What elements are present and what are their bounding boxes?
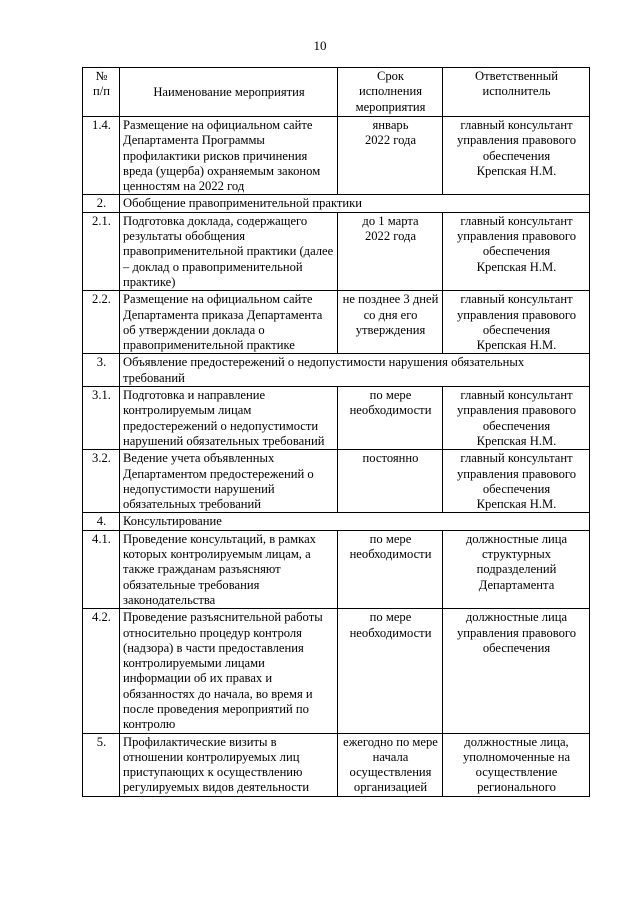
table-row bbox=[83, 387, 590, 450]
event-name: Проведение консультаций, в рамках которых контролируемым лицам, а также гражданам разъясняют обязательные требования законодательства bbox=[120, 530, 338, 608]
event-name: Ведение учета объявленных Департаментом предостережений о недопустимости нарушений обязательных требований bbox=[120, 450, 338, 513]
event-responsible: должностные лица, уполномоченные на осуществление регионального bbox=[443, 733, 590, 796]
table-section-row bbox=[83, 195, 590, 212]
section-number: 4. bbox=[83, 513, 120, 530]
event-name: Профилактические визиты в отношении контролируемых лиц приступающих к осуществлению регулируемых видов деятельности bbox=[120, 733, 338, 796]
event-deadline: ежегодно по мере начала осуществления организацией bbox=[338, 733, 443, 796]
table-row bbox=[83, 609, 590, 733]
event-number: 1.4. bbox=[83, 117, 120, 195]
section-number: 3. bbox=[83, 354, 120, 387]
section-title: Обобщение правоприменительной практики bbox=[120, 195, 590, 212]
section-title: Объявление предостережений о недопустимости нарушения обязательных требований bbox=[120, 354, 590, 387]
event-responsible: главный консультант управления правового обеспечения Крепская Н.М. bbox=[443, 450, 590, 513]
event-number: 2.2. bbox=[83, 291, 120, 354]
event-responsible: должностные лица структурных подразделений Департамента bbox=[443, 530, 590, 608]
event-responsible: должностные лица управления правового обеспечения bbox=[443, 609, 590, 733]
event-deadline: январь 2022 года bbox=[338, 117, 443, 195]
table-row bbox=[83, 733, 590, 796]
event-responsible: главный консультант управления правового обеспечения Крепская Н.М. bbox=[443, 291, 590, 354]
event-number: 3.2. bbox=[83, 450, 120, 513]
event-number: 4.1. bbox=[83, 530, 120, 608]
event-responsible: главный консультант управления правового обеспечения Крепская Н.М. bbox=[443, 212, 590, 290]
header-event-name: Наименование мероприятия bbox=[120, 68, 338, 117]
section-title: Консультирование bbox=[120, 513, 590, 530]
table-section-row bbox=[83, 354, 590, 387]
event-number: 3.1. bbox=[83, 387, 120, 450]
event-name: Подготовка и направление контролируемым лицам предостережений о недопустимости нарушений обязательных требований bbox=[120, 387, 338, 450]
event-responsible: главный консультант управления правового обеспечения Крепская Н.М. bbox=[443, 117, 590, 195]
event-name: Подготовка доклада, содержащего результаты обобщения правоприменительной практики (далее – доклад о правоприменительной практике) bbox=[120, 212, 338, 290]
event-deadline: постоянно bbox=[338, 450, 443, 513]
event-deadline: по мере необходимости bbox=[338, 609, 443, 733]
event-number: 4.2. bbox=[83, 609, 120, 733]
table-row bbox=[83, 450, 590, 513]
event-name: Проведение разъяснительной работы относительно процедур контроля (надзора) в части предоставления контролируемыми лицами информации об их правах и обязанностях до начала, во время и после проведения мероприятий по контролю bbox=[120, 609, 338, 733]
table-row bbox=[83, 117, 590, 195]
table-header-row bbox=[83, 68, 590, 117]
event-number: 2.1. bbox=[83, 212, 120, 290]
table-row bbox=[83, 291, 590, 354]
event-number: 5. bbox=[83, 733, 120, 796]
event-deadline: по мере необходимости bbox=[338, 530, 443, 608]
event-deadline: до 1 марта 2022 года bbox=[338, 212, 443, 290]
page-number: 10 bbox=[313, 38, 327, 53]
table-section-row bbox=[83, 513, 590, 530]
table-body bbox=[83, 117, 590, 797]
event-deadline: по мере необходимости bbox=[338, 387, 443, 450]
table-row bbox=[83, 212, 590, 290]
event-responsible: главный консультант управления правового обеспечения Крепская Н.М. bbox=[443, 387, 590, 450]
section-number: 2. bbox=[83, 195, 120, 212]
event-name: Размещение на официальном сайте Департамента приказа Департамента об утверждении доклада о правоприменительной практике bbox=[120, 291, 338, 354]
header-responsible: Ответственный исполнитель bbox=[443, 68, 590, 117]
header-deadline: Срок исполнения мероприятия bbox=[338, 68, 443, 117]
events-table bbox=[82, 67, 590, 797]
event-name: Размещение на официальном сайте Департамента Программы профилактики рисков причинения вреда (ущерба) охраняемым законом ценностям на 2022 год bbox=[120, 117, 338, 195]
header-number: № п/п bbox=[83, 68, 120, 117]
table-row bbox=[83, 530, 590, 608]
event-deadline: не позднее 3 дней со дня его утверждения bbox=[338, 291, 443, 354]
